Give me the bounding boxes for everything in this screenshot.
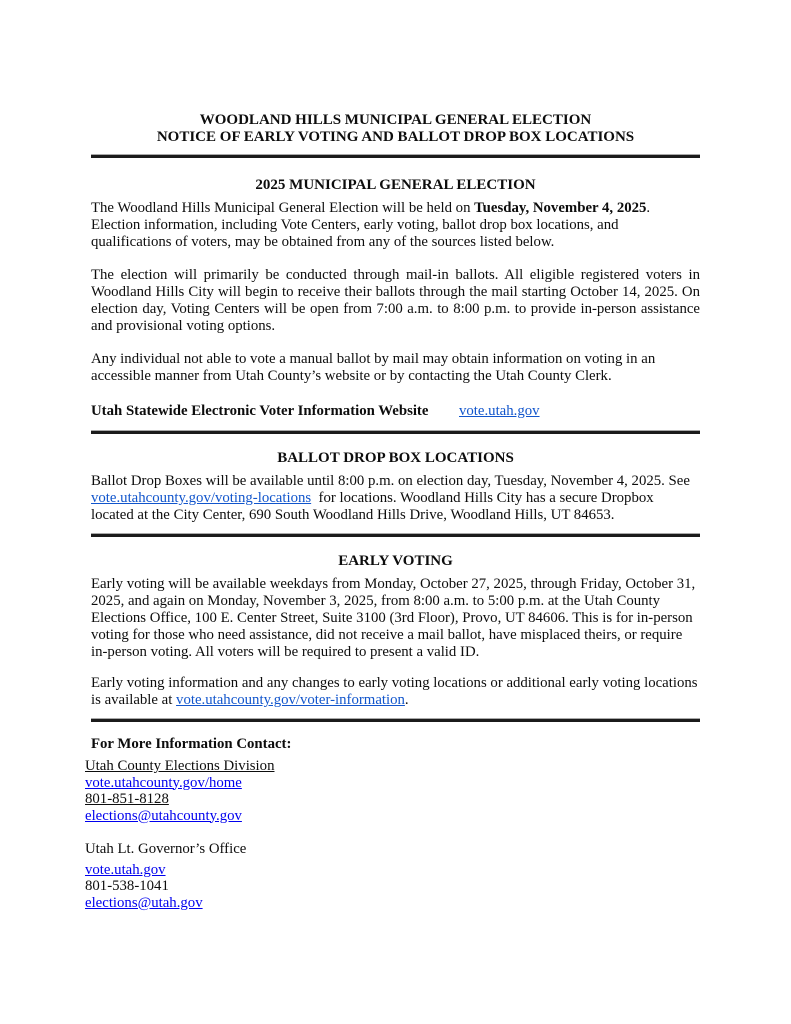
page-title-line1: WOODLAND HILLS MUNICIPAL GENERAL ELECTION	[199, 112, 592, 128]
divider-top	[91, 154, 700, 158]
state-email-row	[85, 895, 700, 912]
page-title-line2: NOTICE OF EARLY VOTING AND BALLOT DROP BOX LOCATIONS	[156, 129, 635, 145]
statewide-website-label: Utah Statewide Electronic Voter Information Website	[91, 403, 429, 419]
text-run: Ballot Drop Boxes will be available until 8:00 p.m. on election day, Tuesday, November 4, 2025. See	[91, 473, 690, 489]
text-run: Early voting information and any changes to early voting locations or additional early voting locations is available at	[91, 675, 698, 708]
text-run: .	[404, 692, 409, 708]
paragraph-mail-in-ballots: The election will primarily be conducted through mail-in ballots. All eligible registered voters in Woodland Hills City will begin to receive their ballots through the mail starting October 14, 2025. On election day, Voting Centers will be open from 7:00 a.m. to 8:00 p.m. to provide in-person assistance and provisional voting options.	[91, 267, 700, 334]
contact-section-heading: For More Information Contact:	[91, 736, 292, 752]
paragraph-accessible-voting: Any individual not able to vote a manual ballot by mail may obtain information on voting in an accessible manner from Utah County’s website or by contacting the Utah County Clerk.	[91, 351, 656, 384]
paragraph-early-voting-info	[91, 675, 700, 709]
inline-link[interactable]: vote.utahcounty.gov/voting-locations	[91, 490, 312, 506]
state-phone: 801-538-1041	[85, 878, 169, 894]
county-org-name: Utah County Elections Division	[85, 758, 275, 774]
paragraph-early-voting: Early voting will be available weekdays from Monday, October 27, 2025, through Friday, October 31, 2025, and again on Monday, November 3, 2025, from 8:00 a.m. to 5:00 p.m. at the Utah County Elections Office, 100 E. Center Street, Suite 3100 (3rd Floor), Provo, UT 84606. This is for in-person voting for those who need assistance, did not receive a mail ballot, have misplaced theirs, or require in-person voting. All voters will be required to present a valid ID.	[91, 576, 696, 660]
contact-block-state	[85, 841, 700, 911]
section-heading-general-election: 2025 MUNICIPAL GENERAL ELECTION	[255, 177, 536, 193]
county-website-link[interactable]: vote.utahcounty.gov/home	[85, 774, 242, 791]
text-run: for locations. Woodland Hills City has a secure Dropbox located at the City Center, 690 South Woodland Hills Drive, Woodland Hills, UT 84653.	[91, 490, 654, 523]
section-heading-dropbox: BALLOT DROP BOX LOCATIONS	[277, 450, 514, 466]
divider-after-dropbox	[91, 533, 700, 537]
statewide-website-link[interactable]: vote.utah.gov	[459, 403, 540, 419]
county-phone-row	[85, 791, 700, 808]
divider-after-statewide	[91, 430, 700, 434]
paragraph-election-overview	[91, 200, 700, 251]
state-email-link[interactable]: elections@utah.gov	[85, 894, 203, 911]
section-heading-early-voting: EARLY VOTING	[338, 553, 453, 569]
county-phone: 801-851-8128	[85, 791, 169, 807]
state-org-name: Utah Lt. Governor’s Office	[85, 841, 247, 857]
inline-link[interactable]: vote.utahcounty.gov/voter-information	[176, 692, 405, 708]
state-phone-row	[85, 878, 700, 895]
bold-text-run: Tuesday, November 4, 2025	[474, 200, 647, 216]
text-run: The Woodland Hills Municipal General Election will be held on	[91, 200, 475, 216]
state-website-row	[85, 862, 700, 879]
county-email-link[interactable]: elections@utahcounty.gov	[85, 807, 242, 824]
state-website-link[interactable]: vote.utah.gov	[85, 861, 166, 878]
paragraph-dropbox	[91, 473, 700, 524]
text-run: . Election information, including Vote Centers, early voting, ballot drop box locations, and qualifications of voters, may be obtained from any of the sources listed below.	[91, 200, 651, 250]
county-email-row	[85, 808, 700, 825]
divider-after-early-voting	[91, 718, 700, 722]
statewide-website-line	[91, 403, 700, 420]
county-website-row	[85, 775, 700, 792]
contact-block-county	[85, 758, 700, 824]
